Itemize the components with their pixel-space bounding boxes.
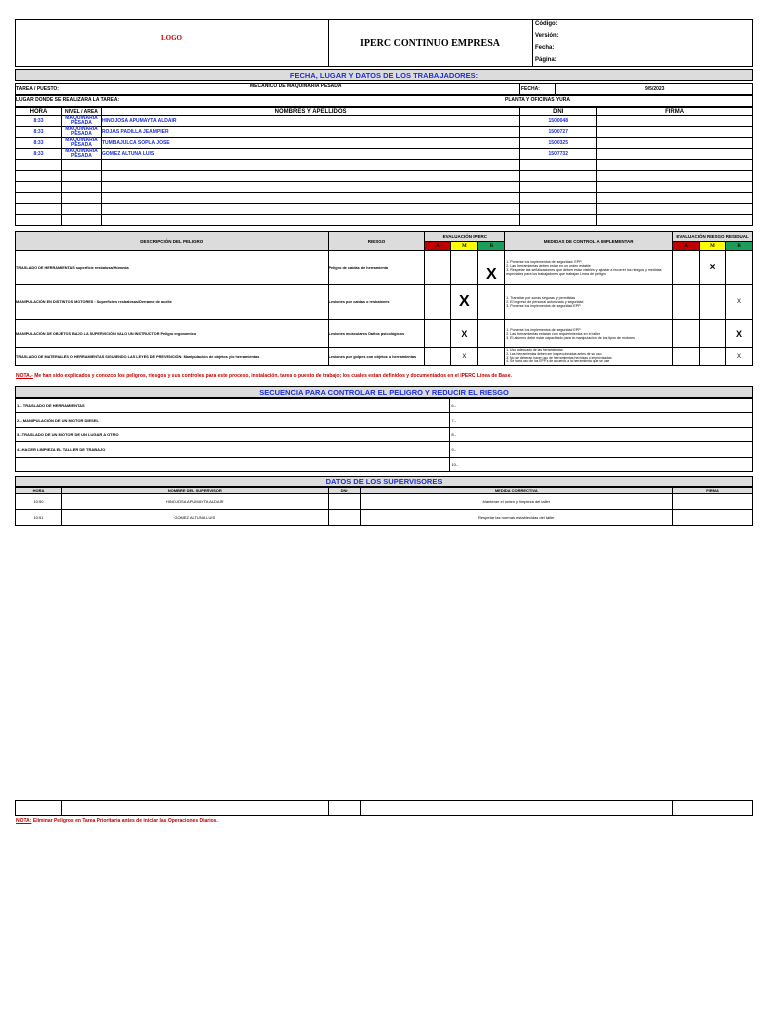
col-dni: DNI [328,488,360,494]
date-label: FECHA: [521,86,540,92]
date-value: 9/5/2023 [645,86,665,92]
table-row [16,204,753,215]
iperc-mark: X [478,251,505,285]
level-medio: M [700,242,726,251]
table-row [16,182,753,193]
doc-version-label: Versión: [535,33,559,39]
signature-cell[interactable] [597,138,753,149]
table-row: 10.- [16,458,753,472]
footer-table [15,800,753,816]
col-riesgo: RIESGO [328,232,425,251]
level-alto: A [425,242,451,251]
place-value: PLANTA Y OFICINAS YURA [505,97,571,103]
workers-table [15,107,753,226]
residual-mark: X [725,320,752,348]
signature-cell[interactable] [673,510,753,526]
table-row: MANIPULACIÓN DE OBJETOS BAJO LA SUPERVICIÓN VALO UN INSTRUCTOR Peligro ergonomico Lesiones musculares Daños psicológicos X 1. Ponerse los implementos de seguridad EPP 2. Las herramientas estarán con requerimientos en el taller 3. El alumno debe estar capacitado para la manipulación de los tipos de motores X [16,320,753,348]
residual-mark: X [725,285,752,320]
workers-section-banner: FECHA, LUGAR Y DATOS DE LOS TRABAJADORES: [15,69,753,81]
table-row: 4.-HACER LIMPIEZA EL TALLER DE TRABAJO 9.- [16,442,753,458]
secuencia-table [15,398,753,472]
supervisores-table [15,487,753,526]
risk-table [15,231,753,366]
table-row: 10:51 GOMEZ ALTUNA LUIS Respetar las normas establecidas del taller [16,510,753,526]
iperc-mark: X [451,348,478,366]
col-evaluacion-iperc: EVALUACIÓN IPERC [425,232,505,242]
table-row: 2.- MANIPULACIÓN DE UN MOTOR DIESEL 7.- [16,413,753,428]
document-title: IPERC CONTINUO EMPRESA [359,37,500,49]
doc-code-label: Código: [535,21,558,27]
col-firma: FIRMA [597,108,753,116]
task-row [15,83,753,95]
table-row: MANIPULACIÓN EN DISTINTOS MOTORES : Superficies resbalosas/Derrame de aceite Lesiones por caídas o resbalones X 1. Transitar por zonas seguras y permitidas 2. El ingreso de personal autorizado y seguridad 3. Ponerse los implementos de seguridad EPP X [16,285,753,320]
task-value: MECANICO DE MAQUINARIA PESADA [250,83,342,89]
col-area: NIVEL / AREA [61,108,101,116]
table-row: 8:33 MAQUINARIA PESADA ROJAS PADILLA JEAMPIER 1500727 [16,127,753,138]
footer-nota: NOTA: Eliminar Peligros en Tarea Prioritaria antes de iniciar las Operaciones Diarios. [16,818,218,824]
table-row [16,801,753,816]
table-row: 1.- TRASLADO DE HERRAMIENTAS 6.- [16,399,753,413]
residual-mark: X [725,348,752,366]
place-label: LUGAR DONDE SE REALIZARA LA TAREA: [16,97,120,103]
level-medio: M [451,242,478,251]
level-alto: A [673,242,700,251]
col-medida-correctiva: MEDIDA CORRECTIVA [360,488,673,494]
level-bajo: B [725,242,752,251]
iperc-mark: X [451,285,478,320]
signature-cell[interactable] [673,494,753,510]
table-row: 8:33 MAQUINARIA PESADA HINOJOSA APUMAYTA ALDAIR 1500048 [16,116,753,127]
table-row [16,215,753,226]
task-label: TAREA / PUESTO: [16,86,59,92]
col-descripcion-peligro: DESCRIPCIÓN DEL PELIGRO [16,232,329,251]
logo: LOGO [160,34,182,42]
signature-cell[interactable] [597,116,753,127]
col-dni: DNI [520,108,597,116]
table-row [16,160,753,171]
supervisores-banner: DATOS DE LOS SUPERVISORES [15,476,753,487]
iperc-mark: X [451,320,478,348]
signature-cell[interactable] [597,149,753,160]
col-nombres: NOMBRES Y APELLIDOS [101,108,519,116]
col-hora: HORA [16,108,62,116]
table-row: 10:50 HINOJOSA APUMAYTA ALDAIR Mantener el orden y limpieza del taller [16,494,753,510]
col-hora: HORA [16,488,62,494]
nota-declaracion: NOTA.- Me han sido explicados y conozco los peligros, riesgos y sus controles para este proceso, instalación, tarea o puesto de trabajo; los cuales estan definidos y documentados en el IPERC Línea de Base. [16,373,512,379]
secuencia-banner: SECUENCIA PARA CONTROLAR EL PELIGRO Y REDUCIR EL RIESGO [15,386,753,398]
table-row: 8:33 MAQUINARIA PESADA TUMBAJULCA SOPLA JOSE 1500325 [16,138,753,149]
col-firma: FIRMA [673,488,753,494]
table-row: TRASLADO DE HERRAMIENTAS superficie resbalosa/Húmeda Peligro de caídas de herramienta X 1. Ponerse los implementos de seguridad: EPP 2. Las herramientas deben estar en un orden estable 3. Respetar las señalizaciones que deben estar visibles y ajustar a recorrer los riesgos y medidas especiales para los trabajadores que trabajan Línea de peligro × [16,251,753,285]
col-medidas-control: MEDIDAS DE CONTROL A IMPLEMENTAR [505,232,673,251]
doc-date-label: Fecha: [535,45,555,51]
col-nombre-supervisor: NOMBRE DEL SUPERVISOR [61,488,328,494]
place-row [15,95,753,107]
table-row: 3.-TRASLADO DE UN MOTOR DE UN LUGAR A OTRO 8.- [16,428,753,442]
residual-mark: × [700,251,726,285]
table-row [16,171,753,182]
table-row [16,193,753,204]
table-row: TRASLADO DE MATERIALES O HERRAMIENTAS SIGUIENDO LAS LEYES DE PREVENCIÓN: Manipulación de objetos y/o herramientas Lesiones por golpes con objetos o herramientas X 1. Uso adecuado de las herramientas 2. Las herramientas deben ser inspeccionadas antes de su uso 3. No se deberán hacer uso de herramientas hechizas o improvisadas 4. Se hará uso de los EPP's de acuerdo a la herramienta que se use X [16,348,753,366]
table-row: 8:33 MAQUINARIA PESADA GOMEZ ALTUNA LUIS 1507732 [16,149,753,160]
divider [532,19,533,67]
col-evaluacion-residual: EVALUACIÓN RIESGO RESIDUAL [673,232,753,242]
signature-cell[interactable] [597,127,753,138]
level-bajo: B [478,242,505,251]
doc-page-label: Página: [535,57,557,63]
